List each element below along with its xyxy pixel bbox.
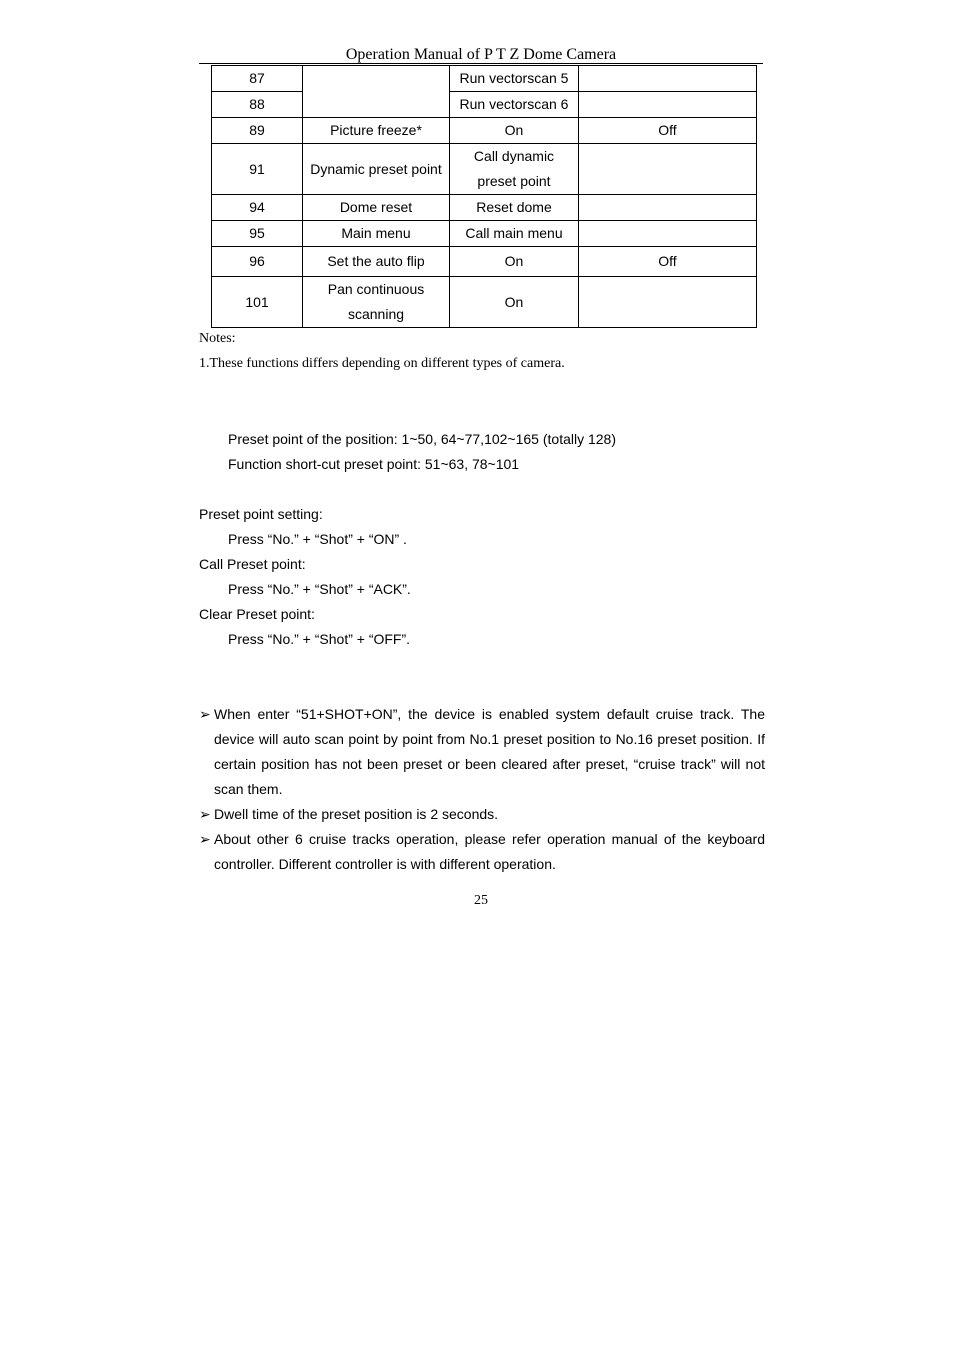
preset-setting-label: Preset point setting: bbox=[199, 506, 323, 522]
function-cell: Dome reset bbox=[303, 195, 450, 221]
action-on-cell: On bbox=[450, 277, 579, 328]
action-off-cell: Off bbox=[579, 247, 757, 277]
preset-call-label: Call Preset point: bbox=[199, 556, 306, 572]
bullet-item bbox=[199, 702, 765, 802]
function-table bbox=[211, 65, 757, 328]
action-on-cell: On bbox=[450, 247, 579, 277]
header-rule bbox=[199, 63, 763, 64]
action-on-cell: Call main menu bbox=[450, 221, 579, 247]
bullet-text: Dwell time of the preset position is 2 seconds. bbox=[214, 806, 499, 822]
action-on-cell: On bbox=[450, 118, 579, 144]
table-row bbox=[212, 277, 757, 328]
code-cell: 96 bbox=[212, 247, 303, 277]
function-cell: Dynamic preset point bbox=[303, 144, 450, 195]
bullet-item bbox=[199, 802, 765, 827]
action-on-cell: Call dynamic preset point bbox=[450, 144, 579, 195]
code-cell: 87 bbox=[212, 66, 303, 92]
page-header-title: Operation Manual of P T Z Dome Camera bbox=[345, 46, 617, 63]
action-off-cell bbox=[579, 221, 757, 247]
preset-clear-label: Clear Preset point: bbox=[199, 606, 315, 622]
function-cell: Pan continuous scanning bbox=[303, 277, 450, 328]
table-row bbox=[212, 144, 757, 195]
preset-call-command: Press “No.” + “Shot” + “ACK”. bbox=[228, 581, 411, 597]
function-cell bbox=[303, 66, 450, 118]
code-cell: 95 bbox=[212, 221, 303, 247]
action-off-cell bbox=[579, 195, 757, 221]
action-off-cell bbox=[579, 66, 757, 92]
action-off-cell: Off bbox=[579, 118, 757, 144]
arrow-bullet-icon: ➢ bbox=[199, 831, 211, 847]
table-row bbox=[212, 221, 757, 247]
preset-shortcut-range: Function short-cut preset point: 51~63, 78~101 bbox=[228, 456, 520, 472]
code-cell: 101 bbox=[212, 277, 303, 328]
code-cell: 88 bbox=[212, 92, 303, 118]
code-cell: 94 bbox=[212, 195, 303, 221]
arrow-bullet-icon: ➢ bbox=[199, 806, 211, 822]
action-on-cell: Reset dome bbox=[450, 195, 579, 221]
bullet-text: When enter “51+SHOT+ON”, the device is enabled system default cruise track. The device will auto scan point by point from No.1 preset position to No.16 preset position. If certain position has not been preset or been cleared after preset, “cruise track” will not scan them. bbox=[214, 706, 765, 797]
action-off-cell bbox=[579, 144, 757, 195]
table-row bbox=[212, 118, 757, 144]
code-cell: 91 bbox=[212, 144, 303, 195]
table-row bbox=[212, 247, 757, 277]
preset-position-range: Preset point of the position: 1~50, 64~77,102~165 (totally 128) bbox=[228, 431, 617, 447]
table-row bbox=[212, 66, 757, 92]
preset-setting-command: Press “No.” + “Shot” + “ON” . bbox=[228, 531, 407, 547]
bullet-item bbox=[199, 827, 765, 877]
preset-clear-command: Press “No.” + “Shot” + “OFF”. bbox=[228, 631, 411, 647]
function-cell: Picture freeze* bbox=[303, 118, 450, 144]
action-on-cell: Run vectorscan 6 bbox=[450, 92, 579, 118]
action-off-cell bbox=[579, 277, 757, 328]
action-on-cell: Run vectorscan 5 bbox=[450, 66, 579, 92]
page-number: 25 bbox=[474, 893, 488, 908]
function-cell: Set the auto flip bbox=[303, 247, 450, 277]
notes-item: 1.These functions differs depending on different types of camera. bbox=[199, 356, 565, 371]
arrow-bullet-icon: ➢ bbox=[199, 706, 211, 722]
code-cell: 89 bbox=[212, 118, 303, 144]
notes-label: Notes: bbox=[199, 331, 236, 346]
table-row bbox=[212, 195, 757, 221]
table-row bbox=[212, 92, 757, 118]
function-cell: Main menu bbox=[303, 221, 450, 247]
bullet-text: About other 6 cruise tracks operation, please refer operation manual of the keyboard controller. Different controller is with different operation. bbox=[214, 831, 765, 872]
action-off-cell bbox=[579, 92, 757, 118]
